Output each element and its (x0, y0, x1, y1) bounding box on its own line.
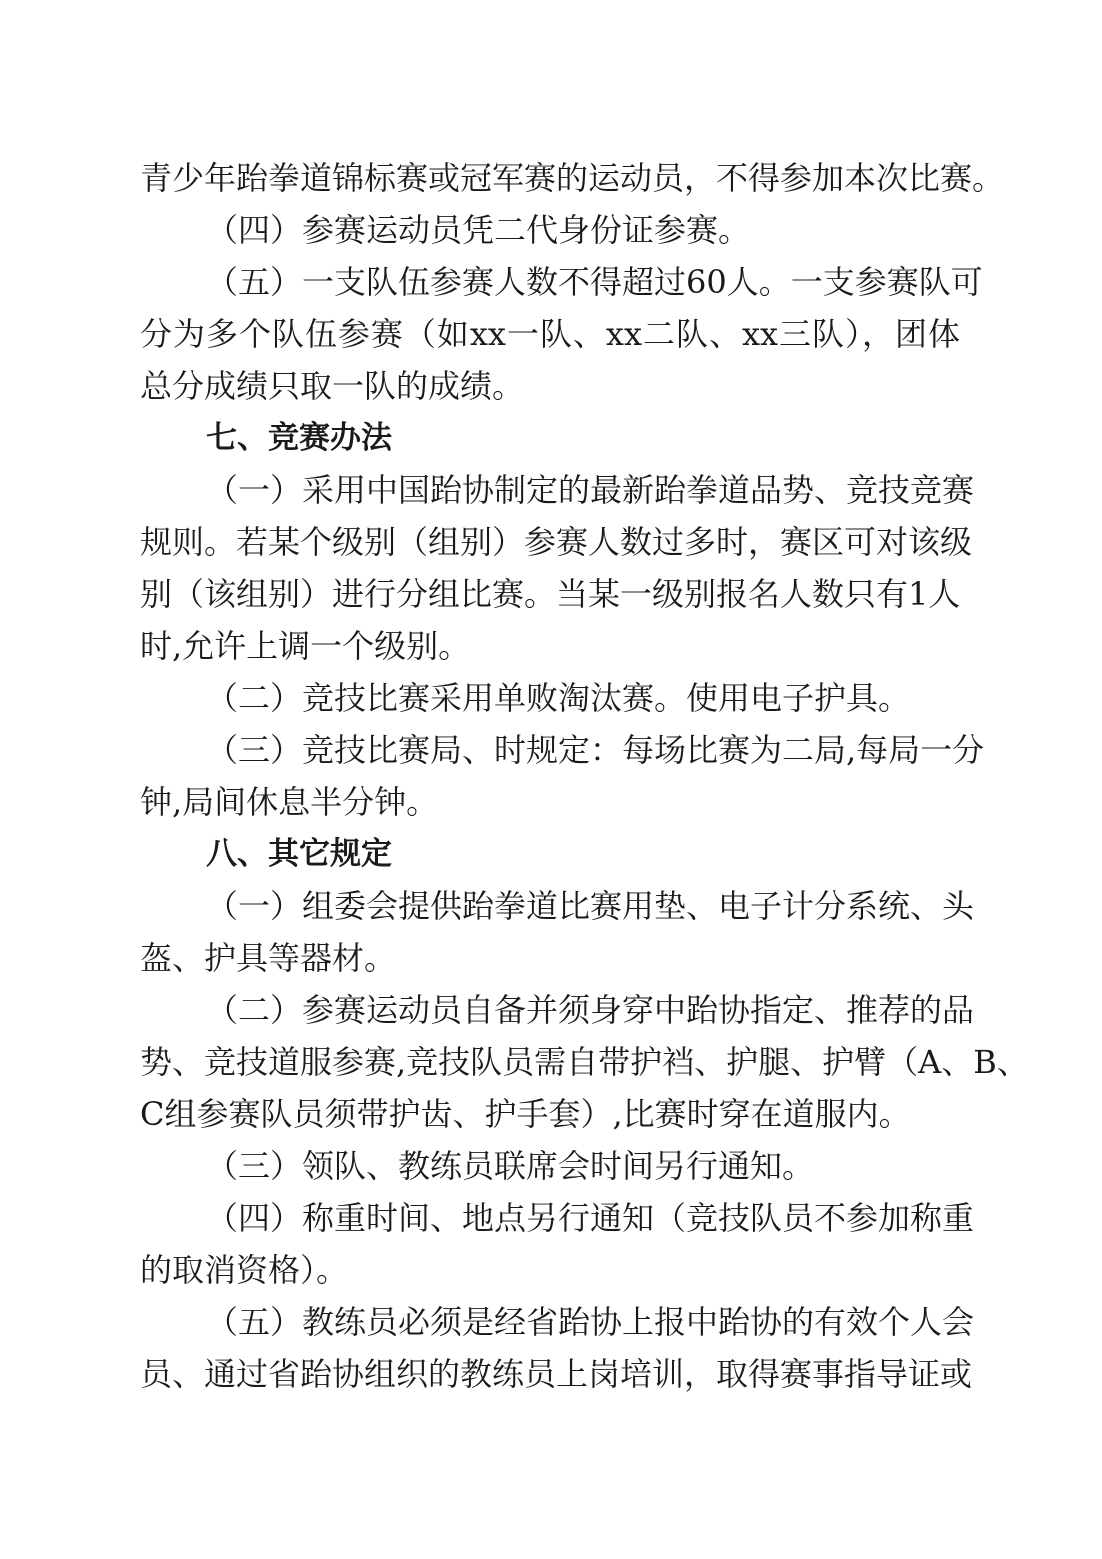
text-line: 总分成绩只取一队的成绩。 (140, 367, 525, 405)
text-line: （四）称重时间、地点另行通知（竞技队员不参加称重 (206, 1199, 975, 1237)
text-line: C组参赛队员须带护齿、护手套）,比赛时穿在道服内。 (140, 1095, 911, 1133)
text-line: （五）教练员必须是经省跆协上报中跆协的有效个人会 (206, 1303, 975, 1341)
text-line: 时,允许上调一个级别。 (140, 627, 471, 665)
text-line: 势、竞技道服参赛,竞技队员需自带护裆、护腿、护臂（A、B、 (140, 1043, 1029, 1081)
text-line: 员、通过省跆协组织的教练员上岗培训，取得赛事指导证或 (140, 1355, 973, 1393)
text-line: 分为多个队伍参赛（如xx一队、xx二队、xx三队），团体 (140, 315, 960, 353)
text-line: 青少年跆拳道锦标赛或冠军赛的运动员，不得参加本次比赛。 (140, 159, 1005, 197)
text-line: 钟,局间休息半分钟。 (140, 783, 439, 821)
section-heading: 八、其它规定 (206, 836, 392, 872)
text-line: （四）参赛运动员凭二代身份证参赛。 (206, 211, 751, 249)
text-line: （三）竞技比赛局、时规定：每场比赛为二局,每局一分 (206, 731, 985, 769)
text-line: （一）组委会提供跆拳道比赛用垫、电子计分系统、头 (206, 887, 975, 925)
text-line: （三）领队、教练员联席会时间另行通知。 (206, 1147, 815, 1185)
text-line: （一）采用中国跆协制定的最新跆拳道品势、竞技竞赛 (206, 471, 975, 509)
text-line: 的取消资格）。 (140, 1251, 349, 1289)
text-line: 别（该组别）进行分组比赛。当某一级别报名人数只有1人 (140, 575, 961, 613)
text-line: （二）参赛运动员自备并须身穿中跆协指定、推荐的品 (206, 991, 975, 1029)
text-line: （五）一支队伍参赛人数不得超过60人。一支参赛队可 (206, 263, 983, 301)
text-line: （二）竞技比赛采用单败淘汰赛。使用电子护具。 (206, 679, 911, 717)
section-heading: 七、竞赛办法 (206, 420, 392, 456)
text-line: 盔、护具等器材。 (140, 939, 397, 977)
text-line: 规则。若某个级别（组别）参赛人数过多时，赛区可对该级 (140, 523, 973, 561)
